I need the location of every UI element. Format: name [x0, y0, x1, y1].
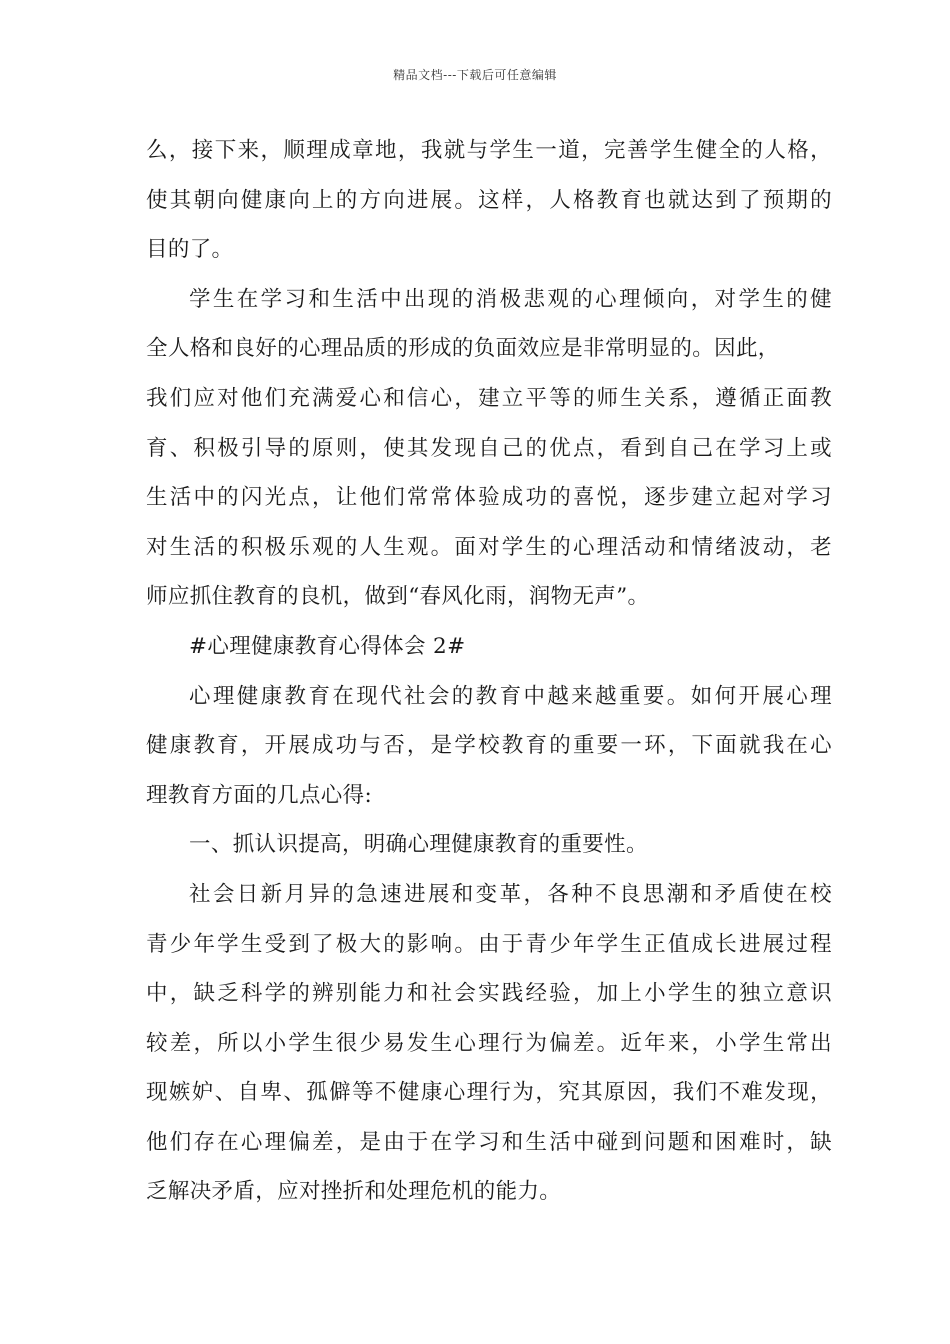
text-line: 心理健康教育在现代社会的教育中越来越重要。如何开展心理 [189, 683, 832, 709]
page-header: 精品文档---下载后可任意编辑 [393, 68, 557, 82]
text-line: 理教育方面的几点心得: [146, 782, 373, 808]
text-line: 学生在学习和生活中出现的消极悲观的心理倾向，对学生的健 [189, 286, 832, 312]
text-line: 较差，所以小学生很少易发生心理行为偏差。近年来，小学生常出 [146, 1030, 832, 1056]
text-line: 目的了。 [146, 237, 234, 263]
text-line: 育、积极引导的原则，使其发现自己的优点，看到自己在学习上或 [146, 435, 832, 461]
text-line: 乏解决矛盾，应对挫折和处理危机的能力。 [146, 1179, 562, 1205]
text-line: 使其朝向健康向上的方向进展。这样，人格教育也就达到了预期的 [146, 187, 832, 213]
text-line: #心理健康教育心得体会 2# [189, 633, 466, 659]
text-line: 么，接下来，顺理成章地，我就与学生一道，完善学生健全的人格， [146, 138, 832, 163]
document-body [146, 126, 832, 1217]
text-line: 社会日新月异的急速进展和变革，各种不良思潮和矛盾使在校 [189, 881, 832, 907]
text-line: 他们存在心理偏差，是由于在学习和生活中碰到问题和困难时，缺 [146, 1129, 832, 1155]
text-line: 对生活的积极乐观的人生观。面对学生的心理活动和情绪波动，老 [146, 534, 832, 560]
text-line: 青少年学生受到了极大的影响。由于青少年学生正值成长进展过程 [146, 931, 832, 957]
text-line: 全人格和良好的心理品质的形成的负面效应是非常明显的。因此， [146, 336, 780, 362]
text-line: 一、抓认识提高，明确心理健康教育的重要性。 [189, 832, 648, 858]
text-line: 现嫉妒、自卑、孤僻等不健康心理行为，究其原因，我们不难发现， [146, 1080, 832, 1106]
text-line: 我们应对他们充满爱心和信心，建立平等的师生关系，遵循正面教 [146, 385, 832, 411]
text-line: 中，缺乏科学的辨别能力和社会实践经验，加上小学生的独立意识 [146, 981, 832, 1007]
text-line: 师应抓住教育的良机，做到“春风化雨，润物无声”。 [146, 584, 650, 610]
text-line: 生活中的闪光点，让他们常常体验成功的喜悦，逐步建立起对学习 [146, 485, 832, 511]
text-line: 健康教育，开展成功与否，是学校教育的重要一环，下面就我在心 [146, 733, 832, 759]
